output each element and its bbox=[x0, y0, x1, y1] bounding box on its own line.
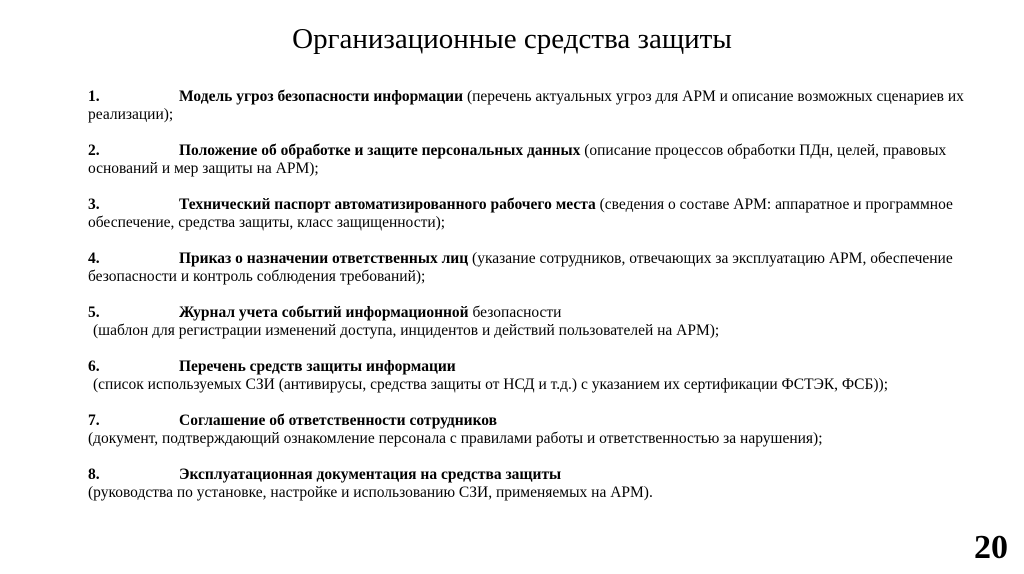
item-title: Перечень средств защиты информации bbox=[179, 358, 456, 375]
list-item bbox=[88, 466, 1018, 502]
item-heading bbox=[88, 358, 1018, 376]
list-item bbox=[88, 196, 1018, 232]
slide-title: Организационные средства защиты bbox=[292, 23, 732, 55]
item-title: Модель угроз безопасности информации bbox=[179, 88, 464, 105]
item-description: (список используемых СЗИ (антивирусы, средства защиты от НСД и т.д.) с указанием их сертификации ФСТЭК, ФСБ)); bbox=[93, 376, 889, 393]
item-number: 1. bbox=[88, 88, 100, 105]
item-description: (руководства по установке, настройке и использованию СЗИ, применяемых на АРМ). bbox=[88, 484, 653, 501]
item-title: Журнал учета событий информационной bbox=[179, 304, 469, 321]
list-item bbox=[88, 358, 1018, 394]
item-heading bbox=[88, 412, 1018, 430]
item-title-tail: безопасности bbox=[468, 304, 562, 321]
list-item bbox=[88, 304, 1018, 340]
item-number: 4. bbox=[88, 250, 100, 267]
item-title: Положение об обработке и защите персональных данных bbox=[179, 142, 581, 159]
list-item bbox=[88, 88, 1018, 124]
item-number: 8. bbox=[88, 466, 100, 483]
item-description: (указание сотрудников, отвечающих за эксплуатацию АРМ, обеспечение безопасности и контроль соблюдения требований); bbox=[88, 250, 953, 285]
item-description: (описание процессов обработки ПДн, целей, правовых оснований и мер защиты на АРМ); bbox=[88, 142, 947, 177]
item-title: Технический паспорт автоматизированного рабочего места bbox=[179, 196, 596, 213]
item-description: (шаблон для регистрации изменений доступа, инцидентов и действий пользователей на АРМ); bbox=[93, 322, 720, 339]
item-description: (перечень актуальных угроз для АРМ и описание возможных сценариев их реализации); bbox=[88, 88, 964, 123]
item-title: Приказ о назначении ответственных лиц bbox=[179, 250, 469, 267]
item-number: 2. bbox=[88, 142, 100, 159]
document-list bbox=[88, 88, 1018, 520]
list-item bbox=[88, 142, 1018, 178]
item-heading bbox=[88, 466, 1018, 484]
item-description: (документ, подтверждающий ознакомление персонала с правилами работы и ответственностью за нарушения); bbox=[88, 430, 823, 447]
list-item bbox=[88, 412, 1018, 448]
list-item bbox=[88, 250, 1018, 286]
item-title: Соглашение об ответственности сотрудников bbox=[179, 412, 498, 429]
item-number: 7. bbox=[88, 412, 100, 429]
item-description: (сведения о составе АРМ: аппаратное и программное обеспечение, средства защиты, класс защищенности); bbox=[88, 196, 953, 231]
item-title: Эксплуатационная документация на средства защиты bbox=[179, 466, 562, 483]
item-number: 3. bbox=[88, 196, 100, 213]
item-number: 5. bbox=[88, 304, 100, 321]
item-number: 6. bbox=[88, 358, 100, 375]
item-heading bbox=[88, 304, 1018, 322]
page-number: 20 bbox=[974, 529, 1008, 566]
